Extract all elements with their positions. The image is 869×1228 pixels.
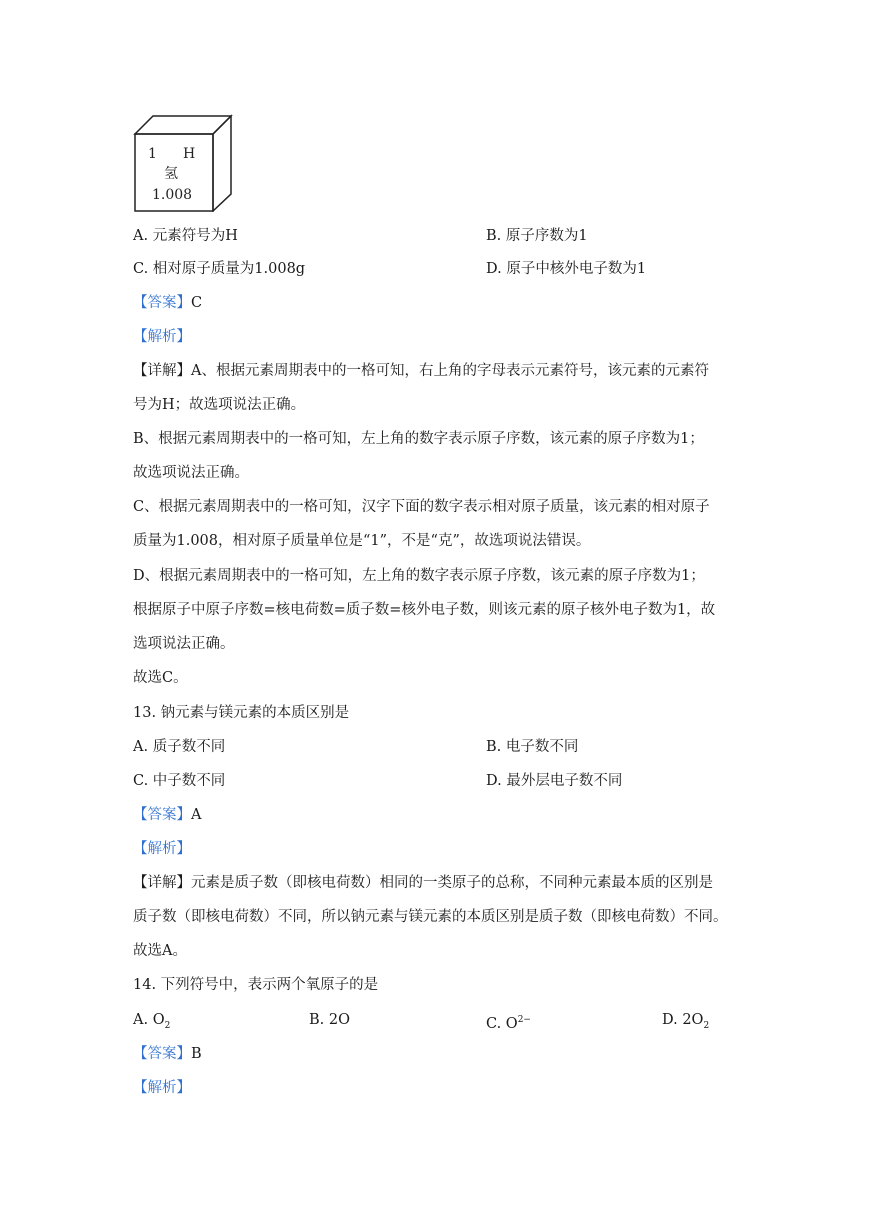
answer-tag: 【答案】 (133, 1046, 191, 1062)
q12-option-d: D. 原子中核外电子数为1 (486, 261, 647, 277)
q14-option-c (486, 1010, 531, 1034)
q13-detail-line-2: 故选A。 (133, 943, 187, 959)
q12-detail-line-9: 故选C。 (133, 670, 188, 686)
q14-analysis-tag: 【解析】 (133, 1080, 191, 1096)
option-label: D. 2O (662, 1012, 704, 1028)
q12-detail-line-7: 根据原子中原子序数=核电荷数=质子数=核外电子数，则该元素的原子核外电子数为1，故 (133, 602, 716, 618)
q12-detail-line-6: D、根据元素周期表中的一格可知，左上角的数字表示原子序数，该元素的原子序数为1； (133, 568, 705, 584)
q13-question: 13. 钠元素与镁元素的本质区别是 (133, 705, 350, 721)
q13-option-d: D. 最外层电子数不同 (486, 773, 623, 789)
q13-analysis-tag: 【解析】 (133, 841, 191, 857)
q12-answer (133, 293, 202, 313)
q13-answer (133, 805, 201, 825)
q12-detail-line-8: 选项说法正确。 (133, 636, 235, 652)
option-label: B. 2O (309, 1012, 350, 1028)
answer-tag: 【答案】 (133, 807, 191, 823)
q13-detail-line-0 (133, 873, 713, 893)
option-label: C. O (486, 1015, 518, 1032)
element-symbol: H (183, 146, 196, 162)
q14-question: 14. 下列符号中，表示两个氧原子的是 (133, 977, 379, 993)
q12-detail-line-0 (133, 361, 709, 381)
detail-text: A、根据元素周期表中的一格可知，右上角的字母表示元素符号，该元素的元素符 (191, 363, 709, 379)
q13-option-a: A. 质子数不同 (133, 739, 226, 755)
option-subscript: 2 (164, 1020, 171, 1031)
q14-option-d (662, 1010, 709, 1036)
q12-option-c: C. 相对原子质量为1.008g (133, 261, 306, 277)
option-label: A. O (133, 1012, 165, 1028)
q14-option-b (309, 1010, 350, 1030)
answer-tag: 【答案】 (133, 295, 191, 311)
q14-answer (133, 1044, 202, 1064)
detail-text: 元素是质子数（即核电荷数）相同的一类原子的总称，不同种元素最本质的区别是 (191, 875, 713, 891)
element-name: 氢 (164, 166, 178, 182)
q12-analysis-tag: 【解析】 (133, 329, 191, 345)
q13-detail-line-1: 质子数（即核电荷数）不同，所以钠元素与镁元素的本质区别是质子数（即核电荷数）不同。 (133, 909, 728, 925)
detail-tag: 【详解】 (133, 875, 191, 891)
answer-value: A (191, 807, 202, 823)
q12-detail-line-3: 故选项说法正确。 (133, 465, 249, 481)
q13-option-b: B. 电子数不同 (486, 739, 579, 755)
element-number: 1 (148, 146, 157, 162)
q12-detail-line-1: 号为H；故选项说法正确。 (133, 397, 306, 413)
q12-detail-line-5: 质量为1.008，相对原子质量单位是“1”，不是“克”，故选项说法错误。 (133, 533, 591, 549)
element-card-figure (133, 114, 233, 212)
q12-option-a: A. 元素符号为H (133, 228, 238, 244)
q13-option-c: C. 中子数不同 (133, 773, 226, 789)
q12-option-b: B. 原子序数为1 (486, 228, 588, 244)
detail-tag: 【详解】 (133, 363, 191, 379)
option-subscript: 2 (703, 1020, 710, 1031)
q14-option-a (133, 1010, 170, 1036)
answer-value: C (191, 295, 203, 311)
element-mass: 1.008 (152, 187, 193, 203)
q12-detail-line-4: C、根据元素周期表中的一格可知，汉字下面的数字表示相对原子质量，该元素的相对原子 (133, 499, 710, 515)
option-superscript: 2− (517, 1015, 531, 1025)
q12-detail-line-2: B、根据元素周期表中的一格可知，左上角的数字表示原子序数，该元素的原子序数为1； (133, 431, 704, 447)
answer-value: B (191, 1046, 202, 1062)
